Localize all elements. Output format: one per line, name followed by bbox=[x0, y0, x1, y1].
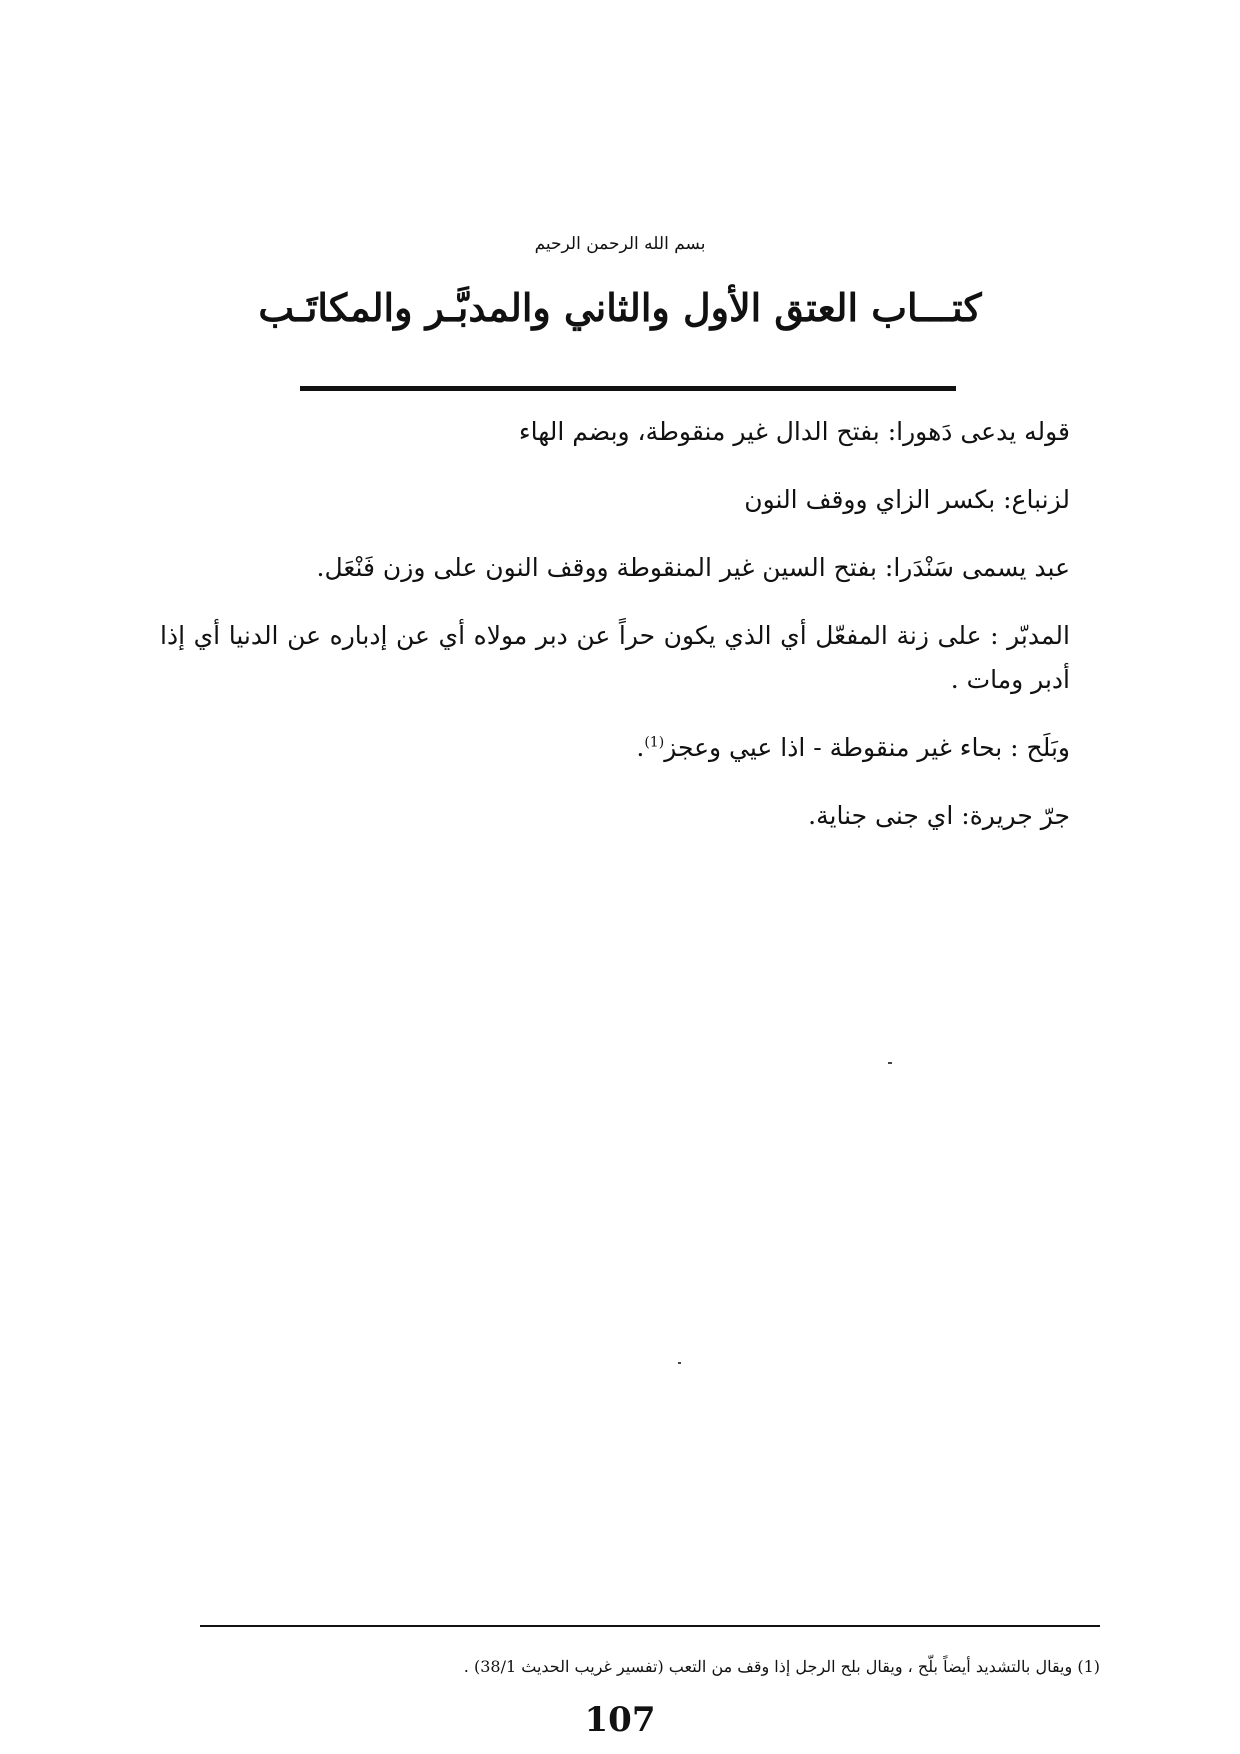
entry-jarir: جرّ جريرة: اي جنى جناية. bbox=[808, 801, 1070, 830]
entry-mudabbar: المدبّر : على زنة المفعّل أي الذي يكون حراً عن دبر مولاه أي عن إدباره عن الدنيا أي إذا أدبر ومات . bbox=[160, 621, 1070, 694]
footnote-marker: (1) bbox=[644, 734, 665, 751]
glossary-body bbox=[160, 410, 1070, 862]
title-divider bbox=[300, 386, 956, 391]
page-number: 107 bbox=[584, 1700, 656, 1740]
chapter-title: كتـــاب العتق الأول والثاني والمدبَّـر والمكاتَـب bbox=[258, 285, 982, 330]
basmala-heading: بسم الله الرحمن الرحيم bbox=[534, 234, 706, 254]
footnote-text: (1) ويقال بالتشديد أيضاً بلّح ، ويقال بلح الرجل إذا وقف من التعب (تفسير غريب الحديث 38/1) . bbox=[463, 1657, 1100, 1676]
entry-balah-end: . bbox=[636, 733, 645, 762]
entry-dahura: قوله يدعى دَهورا: بفتح الدال غير منقوطة، وبضم الهاء bbox=[518, 417, 1070, 446]
entry-zinba: لزنباع: بكسر الزاي ووقف النون bbox=[744, 485, 1070, 514]
entry-balah bbox=[200, 726, 1070, 770]
entry-sandar: عبد يسمى سَنْدَرا: بفتح السين غير المنقوطة ووقف النون على وزن فَنْعَل. bbox=[316, 553, 1070, 582]
footnote-divider bbox=[200, 1625, 1100, 1627]
scan-speck bbox=[888, 1062, 892, 1064]
scan-speck bbox=[678, 1362, 681, 1364]
entry-balah-text: وبَلَح : بحاء غير منقوطة - اذا عيي وعجز bbox=[664, 733, 1070, 762]
